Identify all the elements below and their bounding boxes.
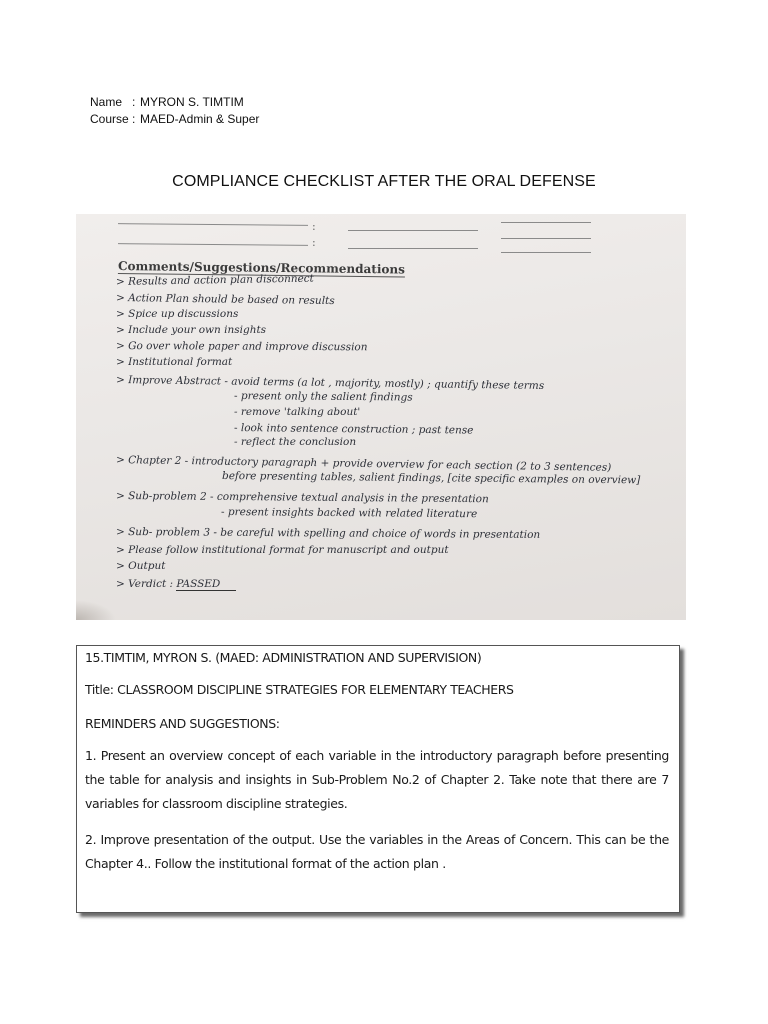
name-row xyxy=(90,94,259,111)
name-label: Name : xyxy=(90,95,136,109)
note-line: > Sub-problem 2 - comprehensive textual analysis in the presentation xyxy=(115,490,489,506)
note-line: > Spice up discussions xyxy=(116,308,239,320)
comments-heading: Comments/Suggestions/Recommendations xyxy=(117,259,406,277)
form-line xyxy=(348,230,478,231)
verdict-underline xyxy=(176,590,236,591)
form-colon: : xyxy=(312,236,316,249)
form-colon: : xyxy=(312,220,316,233)
note-line: > Output xyxy=(116,560,166,572)
note-line: - look into sentence construction ; past tense xyxy=(233,422,474,437)
student-info xyxy=(90,94,259,128)
form-line xyxy=(118,243,308,246)
document-title: COMPLIANCE CHECKLIST AFTER THE ORAL DEFENSE xyxy=(172,173,596,190)
note-line: > Improve Abstract - avoid terms (a lot , majority, mostly) ; quantify these terms xyxy=(115,374,545,392)
course-label: Course : xyxy=(90,112,136,126)
reminder-item-1: 1. Present an overview concept of each variable in the introductory paragraph before presenting the table for analysis and insights in Sub-Problem No.2 of Chapter 2. Take note that there are 7 variables for classroom discipline strategies. xyxy=(85,748,669,811)
note-line: - reflect the conclusion xyxy=(234,436,357,448)
course-value: MAED-Admin & Super xyxy=(140,112,260,126)
reminder-item-2: 2. Improve presentation of the output. Use the variables in the Areas of Concern. This can be the Chapter 4.. Follow the institutional format of the action plan . xyxy=(85,832,669,871)
note-line: > Please follow institutional format for manuscript and output xyxy=(116,544,449,556)
reminders-label: REMINDERS AND SUGGESTIONS: xyxy=(85,716,280,731)
photo-smudge xyxy=(76,600,116,620)
note-line: > Verdict : PASSED xyxy=(116,578,221,590)
handwritten-notes-photo xyxy=(76,214,686,620)
note-line: > Results and action plan disconnect xyxy=(115,272,314,288)
thesis-title: Title: CLASSROOM DISCIPLINE STRATEGIES FOR ELEMENTARY TEACHERS xyxy=(85,682,514,697)
course-row xyxy=(90,111,259,128)
note-line: > Institutional format xyxy=(116,356,233,368)
note-line: - remove 'talking about' xyxy=(234,406,361,418)
form-line xyxy=(118,223,308,226)
note-line: > Sub- problem 3 - be careful with spelling and choice of words in presentation xyxy=(115,526,541,541)
note-line: > Action Plan should be based on results xyxy=(115,292,335,308)
box-header: 15.TIMTIM, MYRON S. (MAED: ADMINISTRATION AND SUPERVISION) xyxy=(85,650,482,665)
note-line: before presenting tables, salient findings, [cite specific examples on overview] xyxy=(221,470,641,487)
reminders-box xyxy=(76,645,680,913)
form-line xyxy=(348,248,478,249)
note-line: > Chapter 2 - introductory paragraph + provide overview for each section (2 to 3 sentences) xyxy=(115,454,612,474)
note-line: > Go over whole paper and improve discussion xyxy=(115,340,368,354)
note-line: - present only the salient findings xyxy=(233,390,413,404)
note-line: - present insights backed with related literature xyxy=(220,506,478,521)
name-value: MYRON S. TIMTIM xyxy=(140,95,244,109)
form-line xyxy=(501,252,591,253)
form-line xyxy=(501,238,591,239)
form-line xyxy=(501,222,591,223)
note-line: > Include your own insights xyxy=(116,324,267,336)
